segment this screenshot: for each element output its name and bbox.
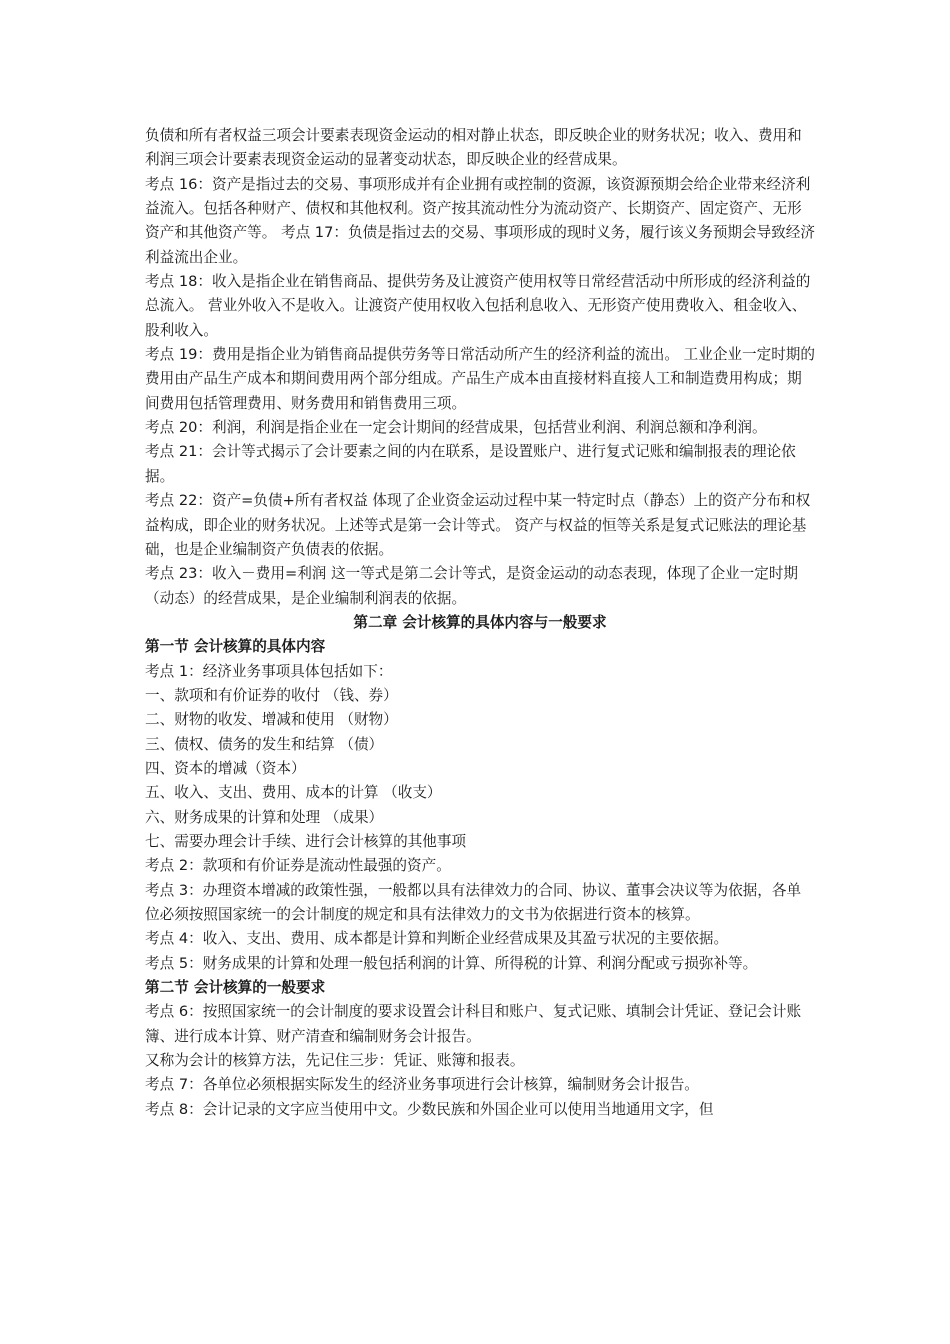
list-item: 七、需要办理会计手续、进行会计核算的其他事项 <box>145 832 467 850</box>
kaodian-23-paragraph: 考点 23：收入－费用=利润 这一等式是第二会计等式，是资金运动的动态表现，体现了企业一定时期（动态）的经营成果，是企业编制利润表的依据。 <box>145 565 799 607</box>
kaodian-19-paragraph: 考点 19：费用是指企业为销售商品提供劳务等日常活动所产生的经济利益的流出。 工业企业一定时期的费用由产品生产成本和期间费用两个部分组成。产品生产成本由直接材料直接人工和制造费用构成；期间费用包括管理费用、财务费用和销售费用三项。 <box>145 346 815 412</box>
list-item: 六、财务成果的计算和处理 （成果） <box>145 808 384 826</box>
list-item: 二、财物的收发、增减和使用 （财物） <box>145 711 398 729</box>
kaodian-4-paragraph: 考点 4：收入、支出、费用、成本都是计算和判断企业经营成果及其盈亏状况的主要依据。 <box>145 930 729 948</box>
body-paragraph: 又称为会计的核算方法，先记住三步：凭证、账簿和报表。 <box>145 1052 525 1070</box>
kaodian-20-paragraph: 考点 20：利润，利润是指企业在一定会计期间的经营成果，包括营业利润、利润总额和净利润。 <box>145 419 767 437</box>
kaodian-16-17-paragraph: 考点 16：资产是指过去的交易、事项形成并有企业拥有或控制的资源，该资源预期会给企业带来经济利益流入。包括各种财产、债权和其他权利。资产按其流动性分为流动资产、长期资产、固定资产、无形资产和其他资产等。 考点 17：负债是指过去的交易、事项形成的现时义务，履行该义务预期会导致经济利益流出企业。 <box>145 175 815 266</box>
chapter-heading: 第二章 会计核算的具体内容与一般要求 <box>353 613 607 631</box>
list-item: 四、资本的增减（资本） <box>145 759 306 777</box>
section-heading: 第二节 会计核算的一般要求 <box>145 979 326 997</box>
kaodian-5-paragraph: 考点 5：财务成果的计算和处理一般包括利润的计算、所得税的计算、利润分配或亏损弥补等。 <box>145 954 758 972</box>
kaodian-3-paragraph: 考点 3：办理资本增减的政策性强，一般都以具有法律效力的合同、协议、董事会决议等为依据，各单位必须按照国家统一的会计制度的规定和具有法律效力的文书为依据进行资本的核算。 <box>145 881 802 923</box>
kaodian-1-paragraph: 考点 1：经济业务事项具体包括如下： <box>145 662 393 680</box>
kaodian-18-paragraph: 考点 18：收入是指企业在销售商品、提供劳务及让渡资产使用权等日常经营活动中所形成的经济利益的总流入。 营业外收入不是收入。让渡资产使用权收入包括利息收入、无形资产使用费收入、租金收入、股利收入。 <box>145 273 811 339</box>
kaodian-21-paragraph: 考点 21：会计等式揭示了会计要素之间的内在联系，是设置账户、进行复式记账和编制报表的理论依据。 <box>145 443 796 485</box>
document-page <box>145 124 815 1122</box>
kaodian-2-paragraph: 考点 2：款项和有价证券是流动性最强的资产。 <box>145 857 451 875</box>
list-item: 一、款项和有价证券的收付 （钱、券） <box>145 686 398 704</box>
body-paragraph: 负债和所有者权益三项会计要素表现资金运动的相对静止状态，即反映企业的财务状况；收入、费用和利润三项会计要素表现资金运动的显著变动状态，即反映企业的经营成果。 <box>145 127 802 169</box>
kaodian-22-paragraph: 考点 22：资产=负债+所有者权益 体现了企业资金运动过程中某一特定时点（静态）上的资产分布和权益构成，即企业的财务状况。上述等式是第一会计等式。 资产与权益的恒等关系是复式记账法的理论基础，也是企业编制资产负债表的依据。 <box>145 492 811 558</box>
section-heading: 第一节 会计核算的具体内容 <box>145 638 326 656</box>
kaodian-6-paragraph: 考点 6：按照国家统一的会计制度的要求设置会计科目和账户、复式记账、填制会计凭证、登记会计账簿、进行成本计算、财产清查和编制财务会计报告。 <box>145 1003 802 1045</box>
list-item: 三、债权、债务的发生和结算 （债） <box>145 735 384 753</box>
list-item: 五、收入、支出、费用、成本的计算 （收支） <box>145 784 442 802</box>
kaodian-7-paragraph: 考点 7：各单位必须根据实际发生的经济业务事项进行会计核算，编制财务会计报告。 <box>145 1076 699 1094</box>
kaodian-8-paragraph: 考点 8：会计记录的文字应当使用中文。少数民族和外国企业可以使用当地通用文字，但 <box>145 1100 714 1118</box>
